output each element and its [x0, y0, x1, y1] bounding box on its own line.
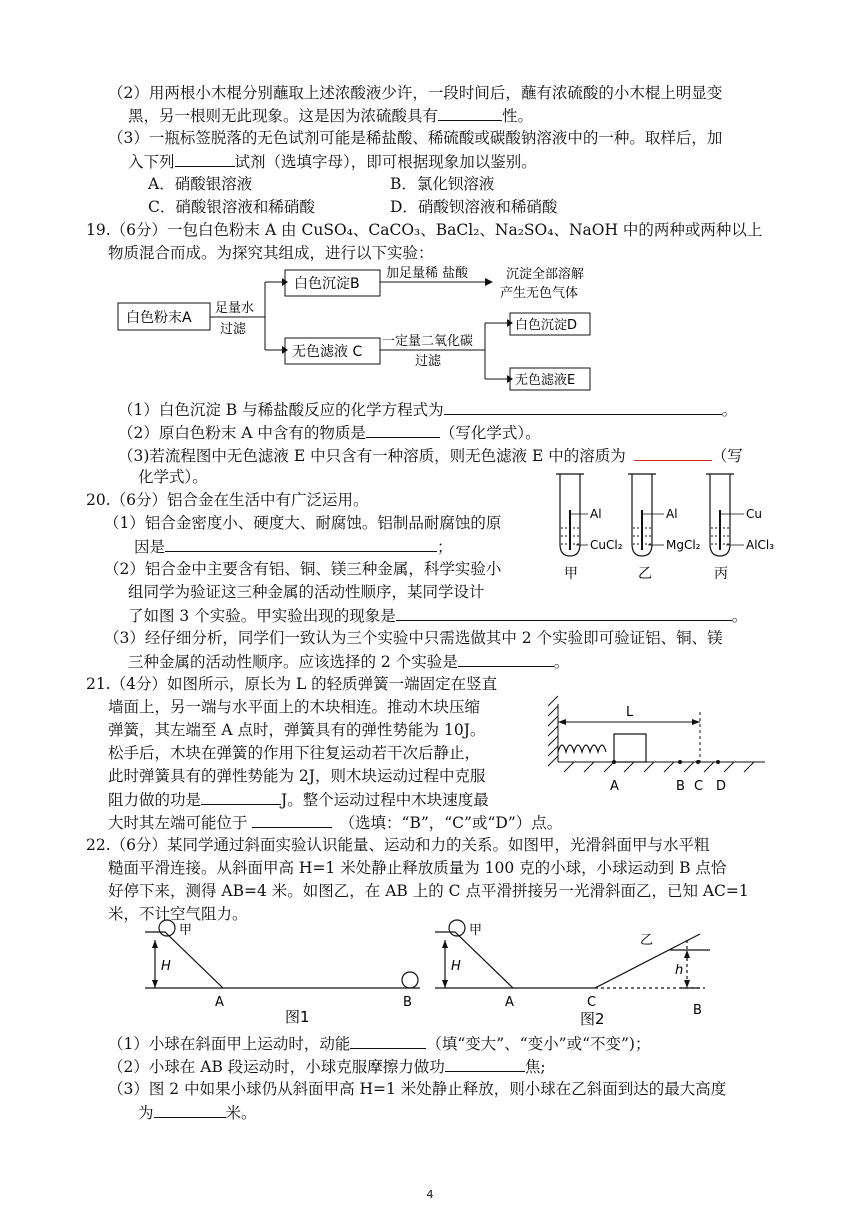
q20-sub1-end: ；: [437, 538, 453, 556]
q20-sub2-line1: （2）铝合金中主要含有铝、铜、镁三种金属，科学实验小: [104, 560, 502, 578]
tube1-caption: 甲: [564, 566, 578, 582]
q21-line2: 墙面上，另一端与水平面上的木块相连。推动木块压缩: [108, 698, 481, 716]
q20-sub2-line2: 组同学为验证这三种金属的活动性顺序，某同学设计: [128, 583, 485, 601]
answer-blank[interactable]: [154, 1101, 226, 1118]
answer-blank[interactable]: [444, 398, 722, 415]
q21-line7: [108, 811, 562, 834]
option-a: A．硝酸银溶液: [148, 175, 253, 193]
q19-sub2-end: （写化学式）。: [439, 424, 541, 442]
answer-blank[interactable]: [458, 650, 554, 667]
q19-flowchart: [110, 265, 610, 400]
q21-line7-end: （选填：“B”，“C”或“D”）点。: [339, 814, 563, 832]
spring: [558, 745, 606, 752]
answer-blank[interactable]: [175, 150, 235, 167]
tube2-metal-label: Al: [666, 507, 678, 521]
q19-sub3-line2: 化学式）。: [138, 468, 208, 486]
q18-part2-text: 黑，另一根则无此现象。这是因为浓硫酸具有: [128, 107, 439, 125]
q22-sub3-line1: （3）图 2 中如果小球仍从斜面甲高 H=1 米处静止释放，则小球在乙斜面到达的最大高度: [108, 1080, 727, 1098]
q20-line1: 20.（6分）铝合金在生活中有广泛运用。: [86, 491, 369, 509]
step1-top-label: 足量水: [215, 301, 255, 316]
result-line2: 产生无色气体: [500, 286, 579, 301]
q21-line1: 21.（4分）如图所示，原长为 L 的轻质弹簧一端固定在竖直: [86, 675, 498, 693]
step1-bottom-label: 过滤: [220, 322, 247, 337]
option-c: C．硝酸银溶液和稀硝酸: [148, 198, 315, 216]
fig1-caption: 图1: [285, 1008, 310, 1026]
q22-line3: 好停下来，测得 AB=4 米。如图乙，在 AB 上的 C 点平滑拼接另一光滑斜面乙，已知 AC=1: [108, 882, 749, 900]
q20-sub3-text: 三种金属的活动性顺序。应该选择的 2 个实验是: [128, 653, 458, 671]
answer-blank[interactable]: [165, 535, 437, 552]
q21-line7-text: 大时其左端可能位于: [108, 814, 248, 832]
fig2-h-label: H: [451, 959, 461, 974]
q19-sub1: [118, 398, 737, 421]
q20-sub1-line2: [134, 535, 453, 558]
fig2-point-b: B: [693, 1003, 702, 1018]
tube1-metal-label: Al: [590, 507, 602, 521]
fig2-point-c: C: [587, 995, 597, 1010]
test-tubes-figure: [548, 470, 788, 582]
q22-line1: 22.（6分）某同学通过斜面实验认识能量、运动和力的关系。如图甲，光滑斜面甲与水平粗: [86, 836, 710, 854]
q19-sub3: [118, 444, 743, 467]
answer-blank[interactable]: [350, 1032, 426, 1049]
fig1-point-a: A: [215, 995, 224, 1010]
q22-line4: 米，不计空气阻力。: [108, 905, 248, 923]
q20-sub3-end: 。: [553, 653, 570, 671]
wooden-block: [614, 734, 646, 762]
q21-line4: 松手后，木块在弹簧的作用下往复运动若干次后静止，: [108, 744, 481, 762]
answer-blank[interactable]: [201, 788, 281, 805]
q21-line3: 弹簧，其左端至 A 点时，弹簧具有的弹性势能为 10J。: [108, 721, 486, 739]
q18-part2-end: 性。: [502, 107, 534, 125]
q22-line2: 糙面平滑连接。从斜面甲高 H=1 米处静止释放质量为 100 克的小球，小球运动到 B 点恰: [108, 859, 727, 877]
q19-line2: 物质混合而成。为探究其组成，进行以下实验：: [108, 244, 434, 262]
q19-sub3-end: （写: [711, 447, 743, 465]
q19-line1: 19.（6分）一包白色粉末 A 由 CuSO₄、CaCO₃、BaCl₂、Na₂SO₄、NaOH 中的两种或两种以上: [86, 221, 763, 239]
fig2-small-h-label: h: [675, 963, 684, 978]
tube3-caption: 丙: [714, 566, 728, 582]
filtrate-c-label: 无色滤液 C: [292, 344, 363, 360]
point-a-label: A: [610, 779, 619, 794]
option-d: D．硝酸钡溶液和稀硝酸: [390, 198, 558, 216]
answer-blank[interactable]: [366, 421, 440, 438]
q22-sub3-line2: [138, 1101, 257, 1124]
q22-sub1-text: （1）小球在斜面甲上运动时，动能: [108, 1035, 351, 1053]
answer-blank[interactable]: [252, 811, 332, 828]
answer-blank[interactable]: [445, 1055, 525, 1072]
tube2-caption: 乙: [638, 566, 652, 582]
step3-top-label: 一定量二氧化碳: [382, 334, 474, 349]
q22-sub2: [108, 1055, 546, 1078]
powder-a-label: 白色粉末A: [126, 310, 192, 326]
spring-block-figure: [540, 692, 770, 802]
q20-sub2-end: 。: [731, 607, 748, 625]
q22-sub1-end: （填“变大”、“变小”或“不变”)；: [426, 1035, 651, 1053]
filtrate-e-label: 无色滤液E: [515, 373, 576, 388]
answer-blank[interactable]: [634, 444, 712, 461]
tube3-solution-label: AlCl₃: [746, 538, 775, 552]
q20-sub3-line2: [128, 650, 569, 673]
fig2-point-a: A: [505, 995, 514, 1010]
point-c-label: C: [694, 779, 704, 794]
step2-label: 加足量稀 盐酸: [386, 266, 469, 281]
page-number: 4: [426, 1188, 434, 1201]
q21-line6-text: 阻力做的功是: [108, 791, 202, 809]
q20-sub2-text: 了如图 3 个实验。甲实验出现的现象是: [128, 607, 396, 625]
option-b: B．氯化钡溶液: [390, 175, 495, 193]
tube2-solution-label: MgCl₂: [666, 538, 701, 552]
step3-bottom-label: 过滤: [415, 354, 442, 369]
q22-sub2-text: （2）小球在 AB 段运动时，小球克服摩擦力做功: [108, 1058, 445, 1076]
precip-d-label: 白色沉淀D: [515, 318, 578, 333]
q19-sub2-text: （2）原白色粉末 A 中含有的物质是: [118, 424, 366, 442]
length-l-label: L: [626, 705, 634, 720]
q19-sub1-end: 。: [721, 401, 738, 419]
q20-sub1-text: 因是: [134, 538, 166, 556]
tube1-solution-label: CuCl₂: [590, 538, 623, 552]
q21-line6-end: J。整个运动过程中木块速度最: [281, 791, 489, 809]
precip-b-label: 白色沉淀B: [294, 276, 360, 292]
q18-part2-line2: [128, 104, 533, 127]
answer-blank[interactable]: [438, 104, 502, 121]
fig1-point-b: B: [403, 995, 412, 1010]
q22-sub2-end: 焦;: [524, 1058, 546, 1076]
answer-blank[interactable]: [396, 604, 732, 621]
point-d-label: D: [716, 779, 727, 794]
q19-sub2: [118, 421, 541, 444]
q22-sub1: [108, 1032, 650, 1055]
q20-sub2-line3: [128, 604, 747, 627]
point-b-label: B: [676, 779, 685, 794]
fig2-incline2-label: 乙: [640, 933, 654, 948]
q21-line5: 此时弹簧具有的弹性势能为 2J，则木块运动过程中克服: [108, 767, 486, 785]
tube3-metal-label: Cu: [746, 507, 762, 521]
q22-sub3-text: 为: [138, 1104, 154, 1122]
q19-sub3-text: （3)若流程图中无色滤液 E 中只含有一种溶质，则无色滤液 E 中的溶质为: [118, 447, 626, 465]
q18-part3-text: 入下列: [128, 153, 175, 171]
q18-part3-line2: [128, 150, 537, 173]
fig1-incline-label: 甲: [179, 923, 193, 938]
q18-part3-line1: （3）一瓶标签脱落的无色试剂可能是稀盐酸、稀硫酸或碳酸钠溶液中的一种。取样后，加: [108, 129, 723, 147]
q22-sub3-end: 米。: [225, 1104, 257, 1122]
q20-sub1-line1: （1）铝合金密度小、硬度大、耐腐蚀。铝制品耐腐蚀的原: [104, 514, 502, 532]
result-line1: 沉淀全部溶解: [506, 267, 585, 282]
fig1-h-label: H: [161, 959, 171, 974]
q20-sub3-line1: （3）经仔细分析，同学们一致认为三个实验中只需选做其中 2 个实验即可验证铝、铜、镁: [104, 629, 723, 647]
q21-line6: [108, 788, 489, 811]
q19-sub1-text: （1）白色沉淀 B 与稀盐酸反应的化学方程式为: [118, 401, 444, 419]
q18-part2-line1: （2）用两根小木棍分别蘸取上述浓酸液少许，一段时间后，蘸有浓硫酸的小木棍上明显变: [108, 84, 723, 102]
q18-part3-end: 试剂（选填字母），即可根据现象加以鉴别。: [234, 153, 537, 171]
fig2-incline1-label: 甲: [469, 923, 483, 938]
incline-figures: [135, 918, 725, 1030]
fig2-caption: 图2: [580, 1010, 605, 1028]
